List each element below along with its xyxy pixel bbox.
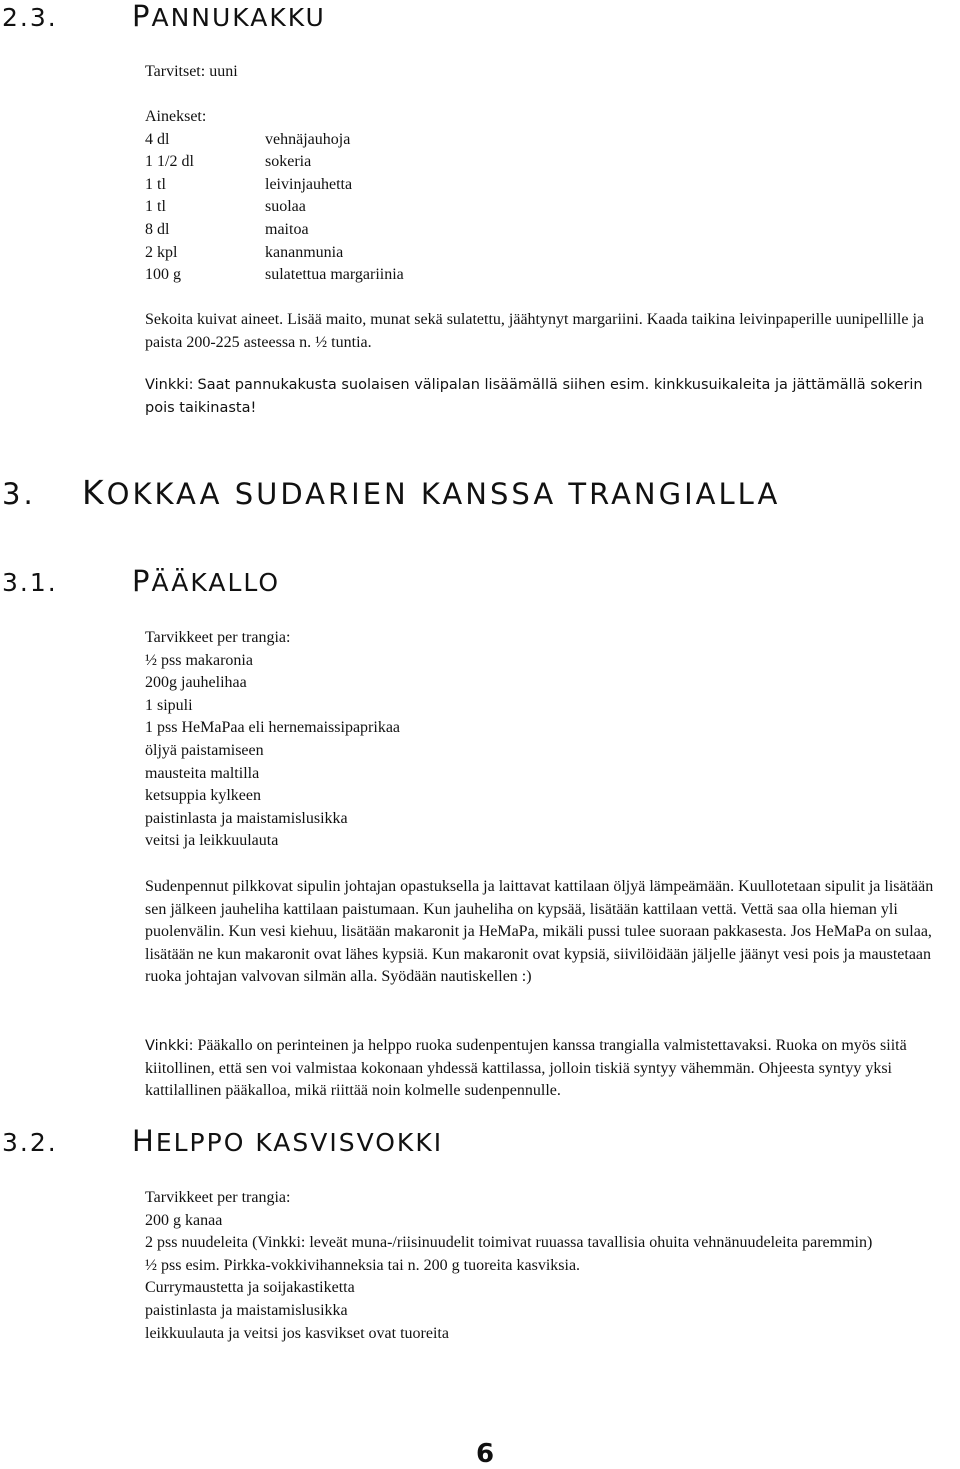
heading-rest: ANNUKAKKU — [151, 3, 326, 32]
ingredient-item: kananmunia — [265, 243, 344, 261]
method-paragraph-pannukakku: Sekoita kuivat aineet. Lisää maito, munat sekä sulatettu, jäähtynyt margariini. Kaada taikina leivinpaperille uunipellille ja paista 200-225 asteessa n. ½ tuntia. — [145, 311, 925, 351]
ingredient-qty: 4 dl — [145, 130, 170, 148]
ingredient-item: sulatettua margariinia — [265, 266, 404, 284]
supply-item: 1 pss HeMaPaa eli hernemaissipaprikaa — [145, 719, 401, 737]
ingredient-qty: 100 g — [145, 266, 181, 284]
supply-item: 200 g kanaa — [145, 1211, 223, 1229]
heading-initial: K — [82, 473, 107, 512]
section-number: 3.1. — [2, 568, 58, 597]
ingredients-block — [145, 106, 404, 287]
ingredient-row — [145, 129, 404, 152]
tip-paragraph-pannukakku — [145, 374, 955, 419]
ingredient-item: maitoa — [265, 220, 309, 238]
tip-paragraph-paakallo — [145, 1035, 955, 1103]
supplies-label: Tarvikkeet per trangia: — [145, 1189, 291, 1206]
supply-item: veitsi ja leikkuulauta — [145, 832, 279, 850]
heading-initial: H — [132, 1124, 156, 1158]
heading-initial: P — [132, 0, 152, 33]
ingredient-item: leivinjauhetta — [265, 175, 353, 193]
supply-item: 2 pss nuudeleita (Vinkki: leveät muna-/riisinuudelit toimivat ruuassa tavallisia ohuita vehnänuudeleita paremmin) — [145, 1234, 873, 1252]
supply-item: ketsuppia kylkeen — [145, 787, 261, 805]
ingredient-row — [145, 174, 404, 197]
supply-item: ½ pss makaronia — [145, 651, 253, 669]
chapter-number: 3. — [2, 477, 36, 511]
section-number: 2.3. — [2, 3, 58, 32]
ingredient-item: vehnäjauhoja — [265, 130, 351, 148]
tools-line: Tarvitset: uuni — [145, 63, 238, 80]
supply-item: Currymaustetta ja soijakastiketta — [145, 1279, 355, 1297]
supply-item: paistinlasta ja maistamislusikka — [145, 809, 348, 827]
ingredient-row — [145, 151, 404, 174]
ingredient-qty: 8 dl — [145, 220, 170, 238]
supply-item: paistinlasta ja maistamislusikka — [145, 1301, 348, 1319]
supply-item: ½ pss esim. Pirkka-vokkivihanneksia tai n. 200 g tuoreita kasviksia. — [145, 1256, 581, 1274]
ingredient-row — [145, 219, 404, 242]
section-heading-3-1 — [2, 566, 280, 598]
supply-item: 200g jauhelihaa — [145, 674, 247, 692]
ingredients-label: Ainekset: — [145, 108, 207, 125]
ingredient-item: suolaa — [265, 198, 306, 216]
tip-text: Saat pannukakusta suolaisen välipalan lisäämällä siihen esim. kinkkusuikaleita ja jättämällä sokerin pois taikinasta! — [145, 377, 923, 416]
tip-label: Vinkki: — [145, 1038, 194, 1054]
method-paragraph-paakallo: Sudenpennut pilkkovat sipulin johtajan opastuksella ja laittavat kattilaan öljyä lämpeämään. Kuullotetaan sipulit ja lisätään sen jälkeen jauheliha kattilaan paistumaan. Kun jauheliha on kypsää, lisätään kattilaan vettä. Vettä saa olla hieman yli puolenvälin. Kun vesi kiehuu, lisätään makaronit ja HeMaPa, mikäli pussi tulee suoraan pakkasesta. Jos HeMaPa on sulaa, lisätään ne kun makaronit ovat lähes kypsiä. Kun makaronit ovat kypsiä, siivilöidään jäljelle jäänyt vesi pois ja maustetaan ruoka johtajan valvovan silmän alla. Syödään nautiskellen :) — [145, 878, 934, 986]
page-number: 6 — [476, 1439, 495, 1469]
supplies-list-paakallo — [145, 627, 400, 853]
supply-item: 1 sipuli — [145, 696, 193, 714]
ingredient-qty: 1 1/2 dl — [145, 153, 194, 171]
heading-rest: ELPPO KASVISVOKKI — [155, 1128, 444, 1157]
section-heading-3-2 — [2, 1126, 443, 1158]
supply-item: leikkuulauta ja veitsi jos kasvikset ovat tuoreita — [145, 1324, 449, 1342]
tip-label: Vinkki: — [145, 377, 194, 393]
supply-item: öljyä paistamiseen — [145, 741, 264, 759]
ingredient-qty: 2 kpl — [145, 243, 178, 261]
ingredient-row — [145, 264, 404, 287]
tip-text: Pääkallo on perinteinen ja helppo ruoka sudenpentujen kanssa trangialla valmistettavaksi. Ruoka on myös siitä kiitollinen, että sen voi valmistaa kokonaan yhdessä kattilassa, jolloin tiskiä syntyy vähemmän. Ohjeesta syntyy yksi kattilallinen pääkalloa, mikä riittää noin kolmelle sudenpennulle. — [145, 1037, 907, 1100]
heading-rest: ÄÄKALLO — [151, 568, 281, 597]
chapter-heading-3 — [2, 473, 781, 512]
ingredient-item: sokeria — [265, 153, 312, 171]
ingredient-row — [145, 196, 404, 219]
heading-rest: OKKAA SUDARIEN KANSSA TRANGIALLA — [106, 477, 781, 511]
supply-item: mausteita maltilla — [145, 764, 260, 782]
section-heading-2-3 — [2, 1, 326, 33]
ingredient-row — [145, 242, 404, 265]
supplies-list-kasvisvokki — [145, 1187, 945, 1345]
ingredient-qty: 1 tl — [145, 198, 166, 216]
supplies-label: Tarvikkeet per trangia: — [145, 629, 291, 646]
ingredient-qty: 1 tl — [145, 175, 166, 193]
heading-initial: P — [132, 564, 152, 598]
section-number: 3.2. — [2, 1128, 58, 1157]
